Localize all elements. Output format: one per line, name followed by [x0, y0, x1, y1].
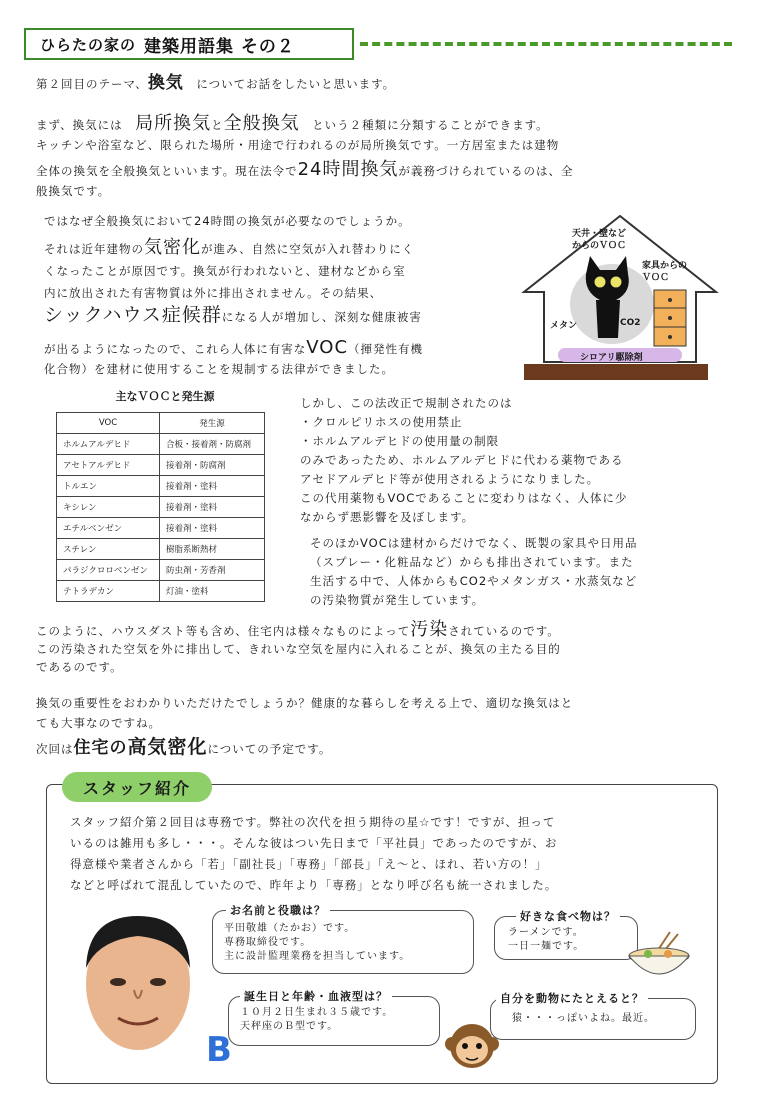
law-line-5: アセドアルデヒド等が使用されるようになりました。	[300, 472, 600, 486]
voc-source: 樹脂系断熱材	[160, 539, 265, 560]
other-line-1: そのほかVOCは建材からだけでなく、既製の家具や日用品	[310, 536, 638, 550]
bubble-animal-body: 猿・・・っぽいよね。最近。	[512, 1013, 655, 1024]
intro-paragraph-2-line-2: キッチンや浴室など、限られた場所・用途で行われるのが局所換気です。一方居室または建物	[36, 138, 560, 152]
label-methane: メタン	[550, 321, 578, 331]
keyword-airtightness: 気密化	[144, 237, 201, 258]
staff-line-3: 得意様や業者さんから「若」「副社長」「専務」「部長」「え～と、ほれ、若い方の！」	[70, 857, 548, 871]
monkey-icon	[444, 1018, 500, 1074]
voc-name: ホルムアルデヒド	[57, 434, 160, 455]
keyword-local-ventilation: 局所換気	[135, 113, 212, 134]
voc-source: 接着剤・塗料	[160, 476, 265, 497]
voc-table-title: 主なＶＯＣと発生源	[115, 390, 215, 403]
table-row	[57, 434, 265, 455]
source-column-header: 発生源	[160, 413, 265, 434]
voc-source: 接着剤・塗料	[160, 497, 265, 518]
keyword-housing: 住宅の	[73, 738, 128, 758]
title-dashed-divider	[360, 42, 732, 46]
voc-source: 合板・接着剤・防腐剤	[160, 434, 265, 455]
section2-line-6: 化合物）を建材に使用することを規制する法律ができました。	[44, 362, 394, 376]
staff-intro-paragraph	[70, 812, 710, 896]
voc-table-header-row	[57, 413, 265, 434]
law-line-6: この代用薬物もVOCであることに変わりはなく、人体に少	[300, 491, 628, 505]
staff-line-1: スタッフ紹介第２回目は専務です。弊社の次代を担う期待の星☆です！ですが、担って	[70, 815, 556, 829]
conclusion-line-5: ても大事なのですね。	[36, 716, 161, 730]
bubble-food-heading: 好きな食べ物は？	[516, 908, 620, 924]
table-row	[57, 539, 265, 560]
conclusion-line-3: であるのです。	[36, 660, 123, 674]
intro-line-1: 第２回目のテーマ、換気 についてお話をしたいと思います。	[36, 73, 396, 93]
voc-source: 防虫剤・芳香剤	[160, 560, 265, 581]
voc-column-header: VOC	[57, 413, 160, 434]
keyword-ventilation: 換気	[147, 73, 184, 93]
conclusion-line-1: このように、ハウスダスト等も含め、住宅内は様々なものによって汚染されているのです。	[36, 619, 560, 640]
bubble-animal-heading: 自分を動物にたとえると？	[496, 990, 648, 1006]
title-prefix: ひらたの家の	[40, 35, 137, 54]
conclusion-line-4: 換気の重要性をおわかりいただけたでしょうか？健康的な暮らしを考える上で、適切な換気はと	[36, 696, 574, 710]
table-row	[57, 581, 265, 602]
intro-paragraph-2-line-1: まず、換気には 局所換気と全般換気 という２種類に分類することができます。	[36, 113, 549, 134]
law-line-7: なからず悪影響を及ぼします。	[300, 510, 475, 524]
keyword-sick-house: シックハウス症候群	[44, 304, 222, 326]
voc-name: スチレン	[57, 539, 160, 560]
ramen-bowl-icon	[624, 930, 694, 984]
other-line-4: の汚染物質が発生しています。	[310, 593, 485, 607]
bubble-food-body: ラーメンです。 一日一麺です。	[508, 927, 585, 952]
portrait-drawing	[74, 906, 202, 1056]
house-voc-illustration	[520, 212, 720, 390]
section2-line-3: 内に放出された有害物質は外に排出されません。その結果、	[44, 286, 383, 300]
voc-source: 灯油・塗料	[160, 581, 265, 602]
label-furniture-voc: 家具からの ＶＯＣ	[642, 261, 688, 283]
monkey-drawing	[444, 1018, 500, 1074]
table-row	[57, 455, 265, 476]
law-line-3: ・ホルムアルデヒドの使用量の制限	[300, 434, 500, 448]
staff-line-2: いるのは雑用も多し・・・。そんな彼はつい先日まで「平社員」であったのですが、お	[70, 836, 558, 850]
voc-name: キシレン	[57, 497, 160, 518]
table-row	[57, 560, 265, 581]
table-row	[57, 476, 265, 497]
law-line-1: しかし、この法改正で規制されたのは	[300, 396, 513, 410]
section2-line-2: くなったことが原因です。換気が行われないと、建材などから室	[44, 264, 406, 278]
bubble-name-body: 平田敬雄（たかお）です。 専務取締役です。 主に設計監理業務を担当しています。	[224, 923, 411, 962]
page-title: 建築用語集 その２	[144, 36, 295, 57]
table-row	[57, 518, 265, 539]
other-line-2: （スプレー・化粧品など）からも排出されています。また	[310, 555, 634, 569]
section2-line-5: が出るようになったので、これら人体に有害なVOC（揮発性有機	[44, 337, 424, 358]
law-line-2: ・クロルピリホスの使用禁止	[300, 415, 463, 429]
conclusion-line-2: この汚染された空気を外に排出して、きれいな空気を屋内に入れることが、換気の主たる目的	[36, 642, 561, 656]
table-row	[57, 497, 265, 518]
voc-name: パラジクロロベンゼン	[57, 560, 160, 581]
section2-line-4: シックハウス症候群になる人が増加し、深刻な健康被害	[44, 304, 422, 326]
staff-line-4: などと呼ばれて混乱していたので、昨年より「専務」となり呼び名も統一されました。	[70, 878, 558, 892]
voc-name: トルエン	[57, 476, 160, 497]
keyword-24h-ventilation: 24時間換気	[297, 159, 399, 180]
other-sources-paragraph	[310, 534, 720, 610]
voc-source: 接着剤・防腐剤	[160, 455, 265, 476]
voc-table	[56, 412, 265, 602]
label-termite-agent: シロアリ駆除剤	[580, 353, 643, 363]
voc-source: 接着剤・塗料	[160, 518, 265, 539]
bubble-birthday-heading: 誕生日と年齢・血液型は？	[240, 988, 392, 1004]
intro-paragraph-2-line-3: 全体の換気を全般換気といいます。現在法令で24時間換気が義務づけられているのは、全	[36, 159, 574, 180]
next-topic-line: 次回は住宅の高気密化についての予定です。	[36, 736, 332, 758]
bubble-birthday-body: １０月２日生まれ３５歳です。 天秤座のＢ型です。	[240, 1007, 394, 1032]
page-title-box	[24, 28, 354, 60]
staff-section-label: スタッフ紹介	[62, 772, 212, 802]
label-ceiling-voc: 天井・壁など からのＶＯＣ	[572, 229, 627, 251]
keyword-high-airtightness: 高気密化	[127, 736, 208, 758]
voc-name: アセトアルデヒド	[57, 455, 160, 476]
section2-line-1: それは近年建物の気密化が進み、自然に空気が入れ替わりにく	[44, 237, 415, 258]
staff-portrait	[74, 906, 202, 1056]
ramen-drawing	[624, 930, 694, 984]
keyword-pollution: 汚染	[410, 619, 449, 640]
voc-name: テトラデカン	[57, 581, 160, 602]
intro-paragraph-2-line-4: 般換気です。	[36, 184, 111, 198]
law-line-4: のみであったため、ホルムアルデヒドに代わる薬物である	[300, 453, 624, 467]
voc-name: エチルベンゼン	[57, 518, 160, 539]
label-co2: CO2	[620, 318, 641, 328]
section2-question: ではなぜ全般換気において24時間の換気が必要なのでしょうか。	[44, 214, 411, 228]
voc-table-wrapper	[56, 412, 265, 602]
keyword-general-ventilation: 全般換気	[223, 113, 300, 134]
other-line-3: 生活する中で、人体からもCO2やメタンガス・水蒸気など	[310, 574, 638, 588]
law-paragraph	[300, 394, 720, 527]
bubble-name-heading: お名前と役職は？	[226, 902, 330, 918]
blood-type-b-icon: B	[206, 1030, 232, 1070]
keyword-voc: VOC	[306, 337, 349, 358]
